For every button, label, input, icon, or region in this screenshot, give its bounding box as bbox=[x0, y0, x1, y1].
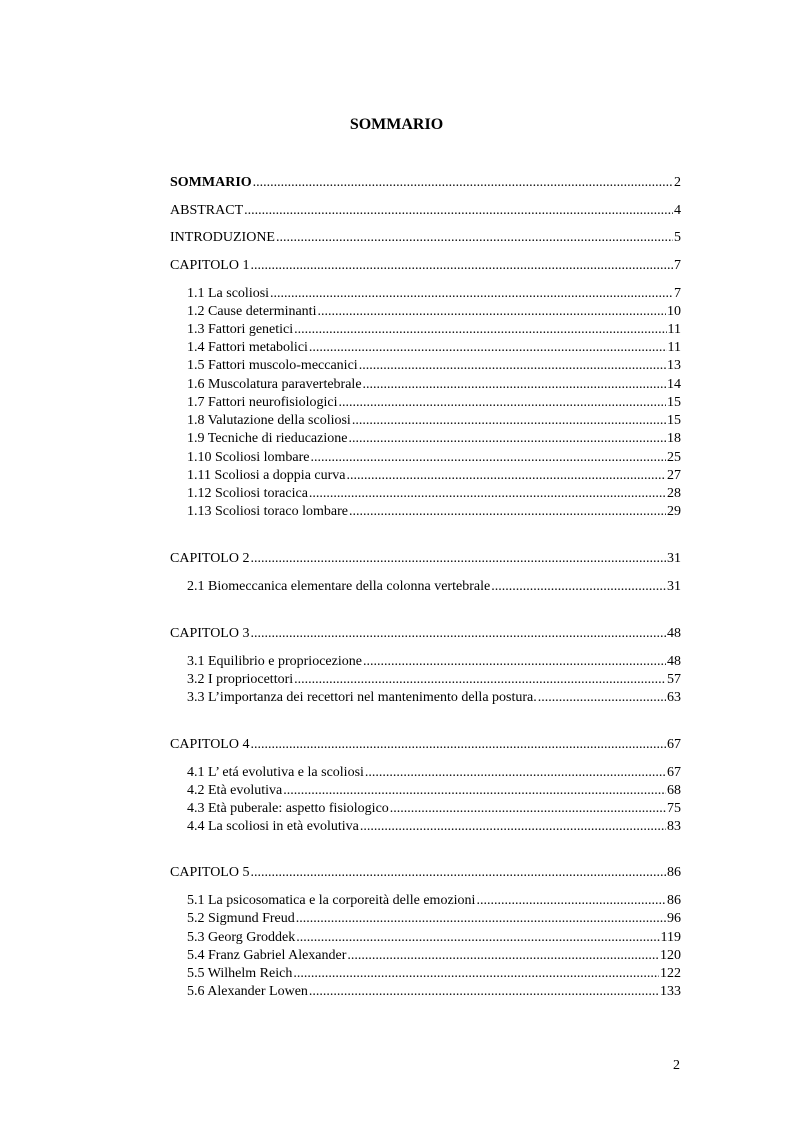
toc-subentry[interactable] bbox=[187, 303, 681, 320]
toc-entry-sommario[interactable] bbox=[170, 174, 681, 191]
toc-entry-page: 75 bbox=[667, 801, 681, 816]
toc-entry-page: 96 bbox=[667, 911, 681, 926]
toc-entry-label: 1.4 Fattori metabolici bbox=[187, 340, 308, 355]
toc-subentry[interactable] bbox=[187, 671, 681, 688]
page-title: SOMMARIO bbox=[349, 116, 444, 133]
toc-leader-dots bbox=[309, 339, 667, 356]
toc-entry-page: 11 bbox=[667, 340, 681, 355]
toc-entry-label: SOMMARIO bbox=[170, 175, 252, 190]
toc-subentry[interactable] bbox=[187, 321, 681, 338]
toc-entry-label: 4.2 Età evolutiva bbox=[187, 783, 283, 798]
toc-entry-label: 1.3 Fattori genetici bbox=[187, 322, 294, 337]
toc-subentry[interactable] bbox=[187, 800, 681, 817]
toc-entry-introduzione[interactable] bbox=[170, 229, 681, 246]
toc-subentry[interactable] bbox=[187, 449, 681, 466]
toc-entry-page: 4 bbox=[674, 203, 681, 218]
toc-subentry[interactable] bbox=[187, 764, 681, 781]
toc-subentry[interactable] bbox=[187, 892, 681, 909]
toc-entry-label: 1.1 La scoliosi bbox=[187, 286, 270, 301]
toc-entry-page: 133 bbox=[660, 984, 681, 999]
toc-entry-label: 4.3 Età puberale: aspetto fisiologico bbox=[187, 801, 389, 816]
toc-leader-dots bbox=[250, 257, 673, 274]
toc-entry-page: 83 bbox=[667, 819, 681, 834]
toc-subentry[interactable] bbox=[187, 357, 681, 374]
toc-leader-dots bbox=[244, 202, 673, 219]
toc-entry-label: 4.4 La scoliosi in età evolutiva bbox=[187, 819, 359, 834]
toc-entry-page: 31 bbox=[667, 579, 681, 594]
toc-entry-label: 1.6 Muscolatura paravertebrale bbox=[187, 377, 362, 392]
toc-entry-page: 68 bbox=[667, 783, 681, 798]
toc-entry-label: CAPITOLO 1 bbox=[170, 258, 250, 273]
toc-leader-dots bbox=[250, 736, 666, 753]
toc-leader-dots bbox=[250, 864, 666, 881]
toc-entry-page: 11 bbox=[667, 322, 681, 337]
toc-leader-dots bbox=[283, 782, 666, 799]
toc-entry-label: CAPITOLO 3 bbox=[170, 626, 250, 641]
toc-entry-label: 1.12 Scoliosi toracica bbox=[187, 486, 308, 501]
toc-subentry[interactable] bbox=[187, 578, 681, 595]
toc-subentry[interactable] bbox=[187, 430, 681, 447]
toc-subentry[interactable] bbox=[187, 485, 681, 502]
toc-subentry[interactable] bbox=[187, 412, 681, 429]
toc-entry-capitolo-5[interactable] bbox=[170, 864, 681, 881]
toc-subentry[interactable] bbox=[187, 394, 681, 411]
toc-subentry[interactable] bbox=[187, 947, 681, 964]
toc-entry-page: 48 bbox=[667, 626, 681, 641]
toc-subentry[interactable] bbox=[187, 503, 681, 520]
toc-entry-page: 67 bbox=[667, 765, 681, 780]
toc-entry-label: 1.5 Fattori muscolo-meccanici bbox=[187, 358, 358, 373]
toc-entry-label: 3.3 L’importanza dei recettori nel mantenimento della postura. bbox=[187, 690, 537, 705]
toc-entry-label: 4.1 L’ etá evolutiva e la scoliosi bbox=[187, 765, 364, 780]
toc-entry-label: 5.2 Sigmund Freud bbox=[187, 911, 295, 926]
toc-leader-dots bbox=[348, 430, 666, 447]
toc-entry-label: 1.2 Cause determinanti bbox=[187, 304, 317, 319]
toc-entry-label: 5.6 Alexander Lowen bbox=[187, 984, 308, 999]
toc-leader-dots bbox=[491, 578, 666, 595]
toc-entry-page: 48 bbox=[667, 654, 681, 669]
toc-leader-dots bbox=[317, 303, 666, 320]
toc-entry-page: 13 bbox=[667, 358, 681, 373]
toc-entry-abstract[interactable] bbox=[170, 202, 681, 219]
toc-leader-dots bbox=[360, 818, 666, 835]
toc-leader-dots bbox=[250, 625, 666, 642]
toc-leader-dots bbox=[309, 983, 659, 1000]
toc-entry-page: 10 bbox=[667, 304, 681, 319]
toc-leader-dots bbox=[270, 285, 673, 302]
toc-entry-page: 31 bbox=[667, 551, 681, 566]
toc-entry-page: 18 bbox=[667, 431, 681, 446]
toc-entry-page: 7 bbox=[674, 286, 681, 301]
toc-entry-label: 1.10 Scoliosi lombare bbox=[187, 450, 310, 465]
toc-leader-dots bbox=[309, 485, 666, 502]
toc-entry-page: 120 bbox=[660, 948, 681, 963]
toc-entry-page: 27 bbox=[667, 468, 681, 483]
toc-entry-label: CAPITOLO 5 bbox=[170, 865, 250, 880]
toc-entry-page: 15 bbox=[667, 395, 681, 410]
toc-entry-page: 25 bbox=[667, 450, 681, 465]
toc-subentry[interactable] bbox=[187, 965, 681, 982]
toc-entry-label: 5.5 Wilhelm Reich bbox=[187, 966, 293, 981]
toc-entry-capitolo-2[interactable] bbox=[170, 550, 681, 567]
toc-leader-dots bbox=[365, 764, 666, 781]
toc-leader-dots bbox=[352, 412, 666, 429]
toc-entry-label: 3.2 I propriocettori bbox=[187, 672, 294, 687]
toc-entry-label: CAPITOLO 4 bbox=[170, 737, 250, 752]
toc-entry-label: 5.1 La psicosomatica e la corporeità delle emozioni bbox=[187, 893, 476, 908]
toc-leader-dots bbox=[363, 376, 666, 393]
toc-leader-dots bbox=[253, 174, 673, 191]
toc-entry-page: 119 bbox=[660, 930, 681, 945]
toc-subentry[interactable] bbox=[187, 376, 681, 393]
toc-entry-page: 2 bbox=[674, 175, 681, 190]
toc-subentry[interactable] bbox=[187, 929, 681, 946]
toc-entry-label: 1.11 Scoliosi a doppia curva bbox=[187, 468, 346, 483]
toc-entry-page: 86 bbox=[667, 865, 681, 880]
toc-entry-page: 86 bbox=[667, 893, 681, 908]
toc-subentry[interactable] bbox=[187, 689, 681, 706]
toc-entry-capitolo-4[interactable] bbox=[170, 736, 681, 753]
toc-leader-dots bbox=[347, 467, 666, 484]
toc-leader-dots bbox=[390, 800, 666, 817]
toc-subentry[interactable] bbox=[187, 339, 681, 356]
toc-entry-label: 1.7 Fattori neurofisiologici bbox=[187, 395, 338, 410]
toc-entry-capitolo-3[interactable] bbox=[170, 625, 681, 642]
toc-subentry[interactable] bbox=[187, 782, 681, 799]
toc-entry-page: 29 bbox=[667, 504, 681, 519]
toc-leader-dots bbox=[296, 929, 659, 946]
toc-leader-dots bbox=[349, 503, 666, 520]
toc-entry-label: INTRODUZIONE bbox=[170, 230, 275, 245]
toc-leader-dots bbox=[293, 965, 659, 982]
toc-entry-label: 1.9 Tecniche di rieducazione bbox=[187, 431, 348, 446]
toc-leader-dots bbox=[276, 229, 673, 246]
toc-leader-dots bbox=[338, 394, 666, 411]
toc-entry-page: 63 bbox=[667, 690, 681, 705]
toc-subentry[interactable] bbox=[187, 653, 681, 670]
toc-leader-dots bbox=[359, 357, 666, 374]
toc-leader-dots bbox=[311, 449, 667, 466]
toc-entry-label: ABSTRACT bbox=[170, 203, 244, 218]
toc-entry-label: 5.4 Franz Gabriel Alexander bbox=[187, 948, 347, 963]
toc-leader-dots bbox=[250, 550, 666, 567]
toc-entry-label: 3.1 Equilibrio e propriocezione bbox=[187, 654, 362, 669]
toc-leader-dots bbox=[294, 671, 666, 688]
toc-subentry[interactable] bbox=[187, 467, 681, 484]
toc-leader-dots bbox=[538, 689, 666, 706]
toc-subentry[interactable] bbox=[187, 910, 681, 927]
toc-entry-page: 15 bbox=[667, 413, 681, 428]
toc-entry-label: CAPITOLO 2 bbox=[170, 551, 250, 566]
toc-entry-page: 57 bbox=[667, 672, 681, 687]
toc-entry-page: 67 bbox=[667, 737, 681, 752]
toc-leader-dots bbox=[294, 321, 666, 338]
toc-entry-page: 5 bbox=[674, 230, 681, 245]
toc-leader-dots bbox=[347, 947, 659, 964]
toc-subentry[interactable] bbox=[187, 983, 681, 1000]
page-number: 2 bbox=[673, 1058, 680, 1073]
toc-entry-page: 14 bbox=[667, 377, 681, 392]
toc-entry-page: 28 bbox=[667, 486, 681, 501]
toc-leader-dots bbox=[296, 910, 666, 927]
toc-subentry[interactable] bbox=[187, 285, 681, 302]
toc-leader-dots bbox=[363, 653, 666, 670]
toc-entry-label: 1.13 Scoliosi toraco lombare bbox=[187, 504, 348, 519]
toc-entry-capitolo-1[interactable] bbox=[170, 257, 681, 274]
toc-entry-page: 7 bbox=[674, 258, 681, 273]
toc-entry-label: 2.1 Biomeccanica elementare della colonna vertebrale bbox=[187, 579, 491, 594]
toc-leader-dots bbox=[476, 892, 666, 909]
toc-entry-label: 1.8 Valutazione della scoliosi bbox=[187, 413, 351, 428]
toc-entry-label: 5.3 Georg Groddek bbox=[187, 930, 296, 945]
toc-subentry[interactable] bbox=[187, 818, 681, 835]
toc-entry-page: 122 bbox=[660, 966, 681, 981]
